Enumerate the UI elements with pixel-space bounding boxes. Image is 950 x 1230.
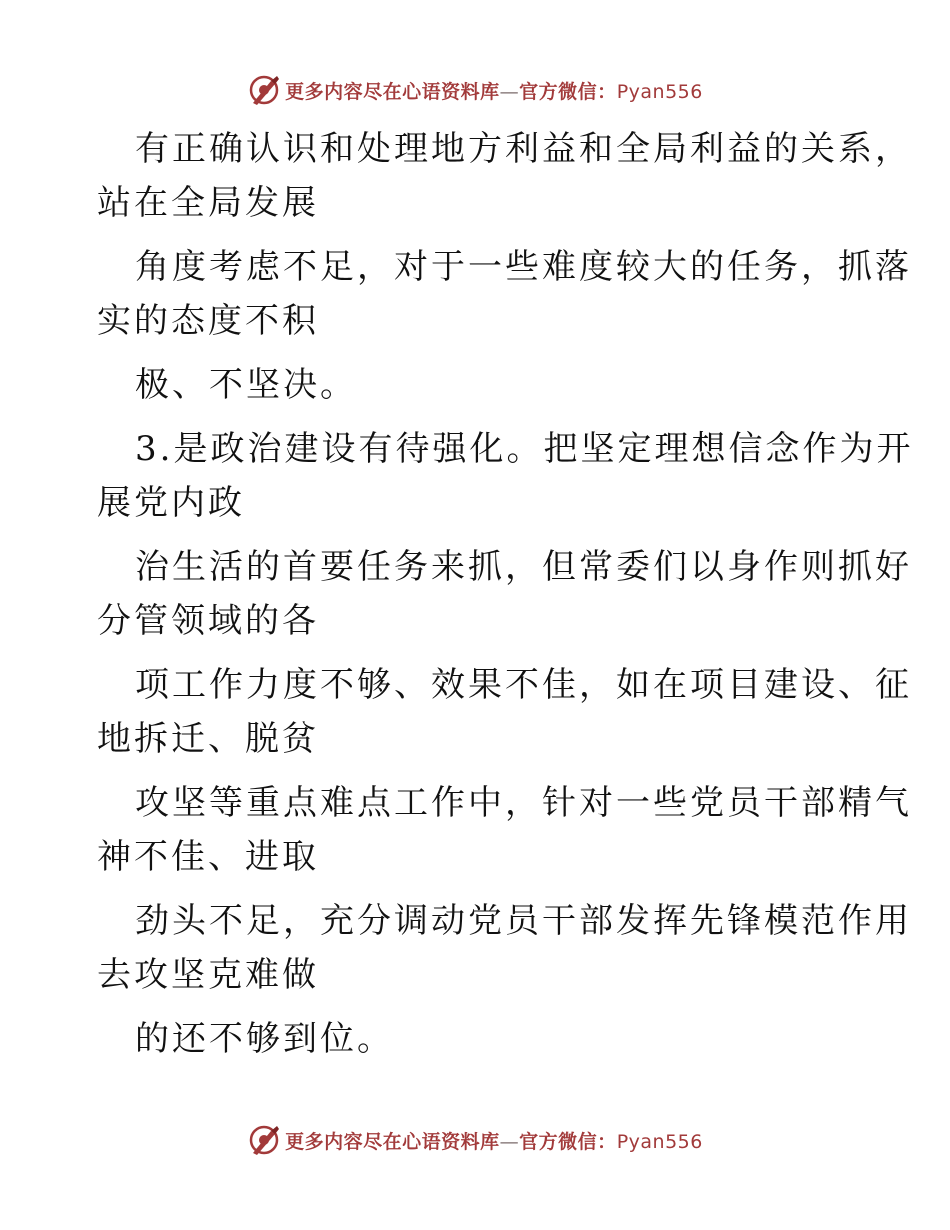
paragraph: 角度考虑不足，对于一些难度较大的任务，抓落 实的态度不积 bbox=[97, 247, 912, 341]
paragraph: 攻坚等重点难点工作中，针对一些党员干部精气 神不佳、进取 bbox=[97, 783, 912, 877]
pen-logo-icon bbox=[247, 73, 281, 107]
paragraph: 的还不够到位。 bbox=[135, 1019, 394, 1059]
document-body bbox=[97, 122, 914, 1076]
paragraph: 项工作力度不够、效果不佳，如在项目建设、征 地拆迁、脱贫 bbox=[97, 665, 912, 759]
paragraph: 极、不坚决。 bbox=[135, 365, 357, 405]
paragraph: 有正确认识和处理地方利益和全局利益的关系， 站在全局发展 bbox=[97, 129, 912, 223]
watermark-text: 更多内容尽在心语资料库—官方微信：Pyan556 bbox=[285, 1130, 703, 1153]
paragraph: 3.是政治建设有待强化。把坚定理想信念作为开 展党内政 bbox=[97, 429, 914, 523]
watermark-text: 更多内容尽在心语资料库—官方微信：Pyan556 bbox=[285, 80, 703, 103]
paragraph: 治生活的首要任务来抓，但常委们以身作则抓好 分管领域的各 bbox=[97, 547, 912, 641]
paragraph: 劲头不足，充分调动党员干部发挥先锋模范作用 去攻坚克难做 bbox=[97, 901, 912, 995]
footer-watermark bbox=[0, 1120, 950, 1160]
header-watermark bbox=[0, 70, 950, 110]
pen-logo-icon bbox=[247, 1123, 281, 1157]
